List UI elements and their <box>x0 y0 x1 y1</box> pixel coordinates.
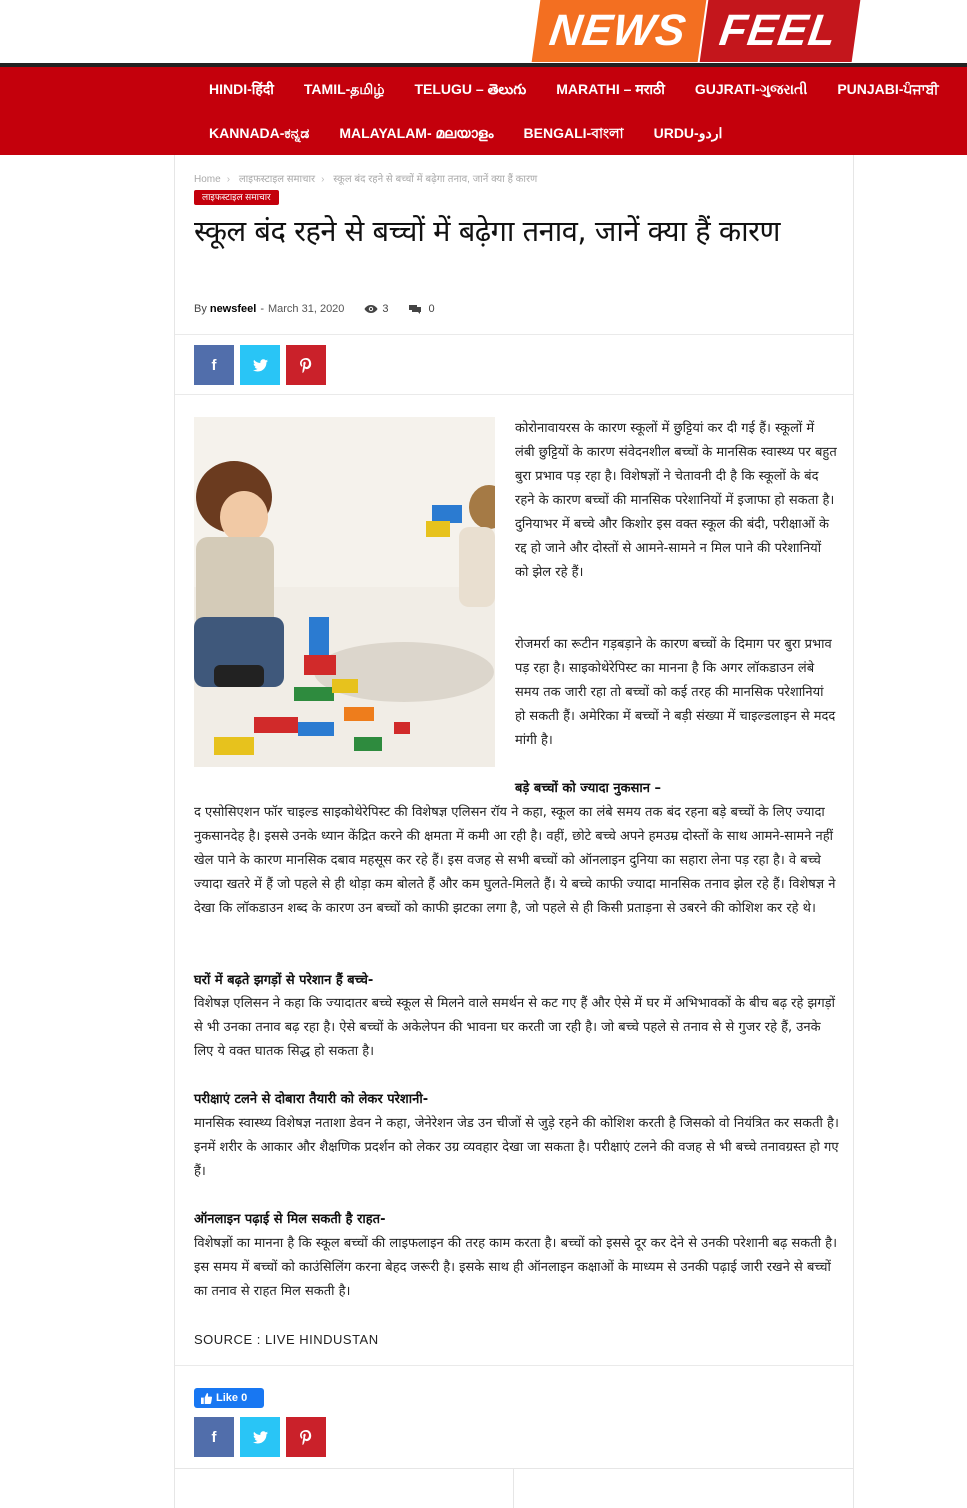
site-logo[interactable] <box>536 0 856 62</box>
facebook-share-button[interactable] <box>194 1417 234 1457</box>
meta-by-label: By <box>194 303 207 315</box>
breadcrumb-current: स्कूल बंद रहने से बच्चों में बढ़ेगा तनाव, जानें क्या हैं कारण <box>333 174 538 185</box>
divider <box>175 1365 853 1366</box>
breadcrumb-separator: › <box>226 174 231 185</box>
article-paragraph-1: कोरोनावायरस के कारण स्कूलों में छुट्टियां कर दी गई हैं। स्कूलों में लंबी छुट्टियों के कारण संवेदनशील बच्चों के मानसिक स्वास्थ्य पर बहुत बुरा प्रभाव पड़ रहा है। विशेषज्ञों ने चेतावनी दी है कि स्कूलों के बंद रहने के कारण बच्चों की मानसिक परेशानियों में इजाफा हो सकता है। दुनियाभर में बच्चे और किशोर इस वक्त स्कूल की बंदी, परीक्षाओं के रद्द हो जाने और दोस्तों से आमने-सामने न मिल पाने की परेशानियों को झेल रहे हैं। <box>515 421 837 580</box>
next-article-box[interactable] <box>514 1468 853 1508</box>
nav-item-bengali[interactable]: BENGALI-বাংলা <box>523 125 624 141</box>
prev-article-box[interactable] <box>175 1468 514 1508</box>
meta-comments-count: 0 <box>428 303 435 315</box>
divider <box>175 334 853 335</box>
nav-row-1 <box>209 79 967 99</box>
facebook-share-button[interactable] <box>194 345 234 385</box>
subheading-1: बड़े बच्चों को ज्यादा नुकसान – <box>515 781 661 796</box>
article-paragraph-5: मानसिक स्वास्थ्य विशेषज्ञ नताशा डेवन ने कहा, जेनेरेशन जेड उन चीजों से जुड़े रहने की कोशिश करती है जिसको वो नियंत्रित कर सकती है। इनमें शरीर के आकार और शैक्षणिक प्रदर्शन को लेकर उग्र व्यवहार देखा जा सकता है। परीक्षाएं टलने की वजह से भी बच्चे तनावग्रस्त हो गए हैं। <box>194 1116 839 1179</box>
article-source: SOURCE : LIVE HINDUSTAN <box>194 1332 379 1347</box>
breadcrumb-home[interactable]: Home <box>194 174 221 185</box>
category-badge[interactable]: लाइफस्टाइल समाचार <box>194 190 279 205</box>
nav-item-hindi[interactable]: HINDI-हिंदी <box>209 81 274 97</box>
site-header <box>0 0 967 64</box>
facebook-icon: f <box>211 1428 217 1446</box>
share-bar-bottom <box>194 1417 332 1457</box>
twitter-share-button[interactable] <box>240 345 280 385</box>
logo-feel-text: FEEL <box>700 0 861 62</box>
facebook-like-button[interactable] <box>194 1388 264 1408</box>
pinterest-share-button[interactable] <box>286 345 326 385</box>
article-paragraph-4: विशेषज्ञ एलिसन ने कहा कि ज्यादातर बच्चे स्कूल से मिलने वाले समर्थन से कट गए हैं और ऐसे में घर में अभिभावकों के बीच बढ़ रहे झगड़ों से भी उनका तनाव बढ़ रहा है। ऐसे बच्चों के अकेलेपन की भावना घर करती जा रही है। जो बच्चे पहले से तनाव से से गुजर रहे हैं, उनके लिए ये वक्त घातक सिद्ध हो सकता है। <box>194 996 835 1059</box>
nav-item-marathi[interactable]: MARATHI – मराठी <box>556 81 665 97</box>
nav-item-tamil[interactable]: TAMIL-தமிழ் <box>303 81 385 97</box>
share-bar-top <box>194 345 332 385</box>
nav-row-2 <box>209 123 752 143</box>
article-image-kids-playing-blocks <box>194 417 495 767</box>
article-container <box>174 155 854 1508</box>
like-label: Like <box>216 1392 239 1404</box>
subheading-3: परीक्षाएं टलने से दोबारा तैयारी को लेकर परेशानी- <box>194 1092 429 1107</box>
subheading-2: घरों में बढ़ते झगड़ों से परेशान हैं बच्चे- <box>194 973 374 988</box>
divider <box>175 394 853 395</box>
pinterest-icon <box>300 1430 312 1445</box>
meta-author[interactable]: newsfeel <box>209 303 257 315</box>
article-paragraph-2: रोजमर्रा का रूटीन गड़बड़ाने के कारण बच्चों के दिमाग पर बुरा प्रभाव पड़ रहा है। साइकोथेरेपिस्ट का मानना है कि अगर लॉकडाउन लंबे समय तक जारी रहा तो बच्चों को कई तरह की मानसिक परेशानियां हो सकती हैं। अमेरिका में बच्चों ने बड़ी संख्या में चाइल्डलाइन से मदद मांगी है। <box>515 637 836 748</box>
twitter-icon <box>253 359 268 372</box>
breadcrumb-separator: › <box>321 174 325 185</box>
article-title: स्कूल बंद रहने से बच्चों में बढ़ेगा तनाव, जानें क्या हैं कारण <box>194 214 780 248</box>
nav-item-malayalam[interactable]: MALAYALAM- മലയാളം <box>339 125 494 141</box>
nav-item-telugu[interactable]: TELUGU – తెలుగు <box>414 81 527 97</box>
nav-item-urdu[interactable]: URDU-اردو <box>653 125 723 141</box>
article-meta <box>194 303 435 315</box>
pinterest-share-button[interactable] <box>286 1417 326 1457</box>
meta-dash: - <box>260 303 264 315</box>
nav-item-gujrati[interactable]: GUJRATI-ગુજરાતી <box>694 81 808 97</box>
nav-item-kannada[interactable]: KANNADA-ಕನ್ನಡ <box>209 125 310 141</box>
like-count: 0 <box>241 1392 248 1404</box>
twitter-icon <box>253 1431 268 1444</box>
eye-icon <box>364 304 378 314</box>
meta-date: March 31, 2020 <box>267 303 345 315</box>
article-paragraph-3: द एसोसिएशन फॉर चाइल्ड साइकोथेरेपिस्ट की विशेषज्ञ एलिसन रॉय ने कहा, स्कूल का लंबे समय तक बंद रहना बड़े बच्चों के लिए ज्यादा नुकसानदेह है। इससे उनके ध्यान केंद्रित करने की क्षमता में कमी आ रही है। वहीं, छोटे बच्चे अपने हमउम्र दोस्तों के साथ आमने-सामने नहीं खेल पाने के कारण मानसिक दबाव महसूस कर रहे हैं। इस वजह से सभी बच्चों को ऑनलाइन दुनिया का सहारा लेना पड़ रहा है। वे बच्चे ज्यादा खतरे में हैं जो पहले से ही थोड़ा कम बोलते हैं और कम घुलते-मिलते हैं। ये बच्चे काफी ज्यादा मानसिक तनाव झेल रहे हैं। विशेषज्ञ ने देखा कि लॉकडाउन शब्द के कारण उन बच्चों को काफी झटका लगा है, जो पहले से ही किसी प्रताड़ना से उबरने की कोशिश कर रहे थे। <box>194 805 836 916</box>
pinterest-icon <box>300 358 312 373</box>
language-nav <box>0 67 967 155</box>
breadcrumb-category[interactable]: लाइफस्टाइल समाचार <box>238 174 316 185</box>
thumbs-up-icon <box>201 1393 212 1404</box>
facebook-icon: f <box>211 356 217 374</box>
meta-views-count: 3 <box>382 303 389 315</box>
comment-icon[interactable] <box>409 304 421 314</box>
nav-item-punjabi[interactable]: PUNJABI-ਪੰਜਾਬੀ <box>837 81 939 97</box>
subheading-4: ऑनलाइन पढ़ाई से मिल सकती है राहत- <box>194 1212 386 1227</box>
article-paragraph-6: विशेषज्ञों का मानना है कि स्कूल बच्चों की लाइफलाइन की तरह काम करता है। बच्चों को इससे दूर कर देने से उनकी परेशानी बढ़ सकती है। इस समय में बच्चों को काउंसिलिंग करना बेहद जरूरी है। इसके साथ ही ऑनलाइन कक्षाओं के माध्यम से उनकी पढ़ाई जारी रखने से बच्चों का तनाव से राहत मिल सकती है। <box>194 1236 838 1299</box>
logo-news-text: NEWS <box>532 0 707 62</box>
twitter-share-button[interactable] <box>240 1417 280 1457</box>
breadcrumb <box>194 171 543 185</box>
